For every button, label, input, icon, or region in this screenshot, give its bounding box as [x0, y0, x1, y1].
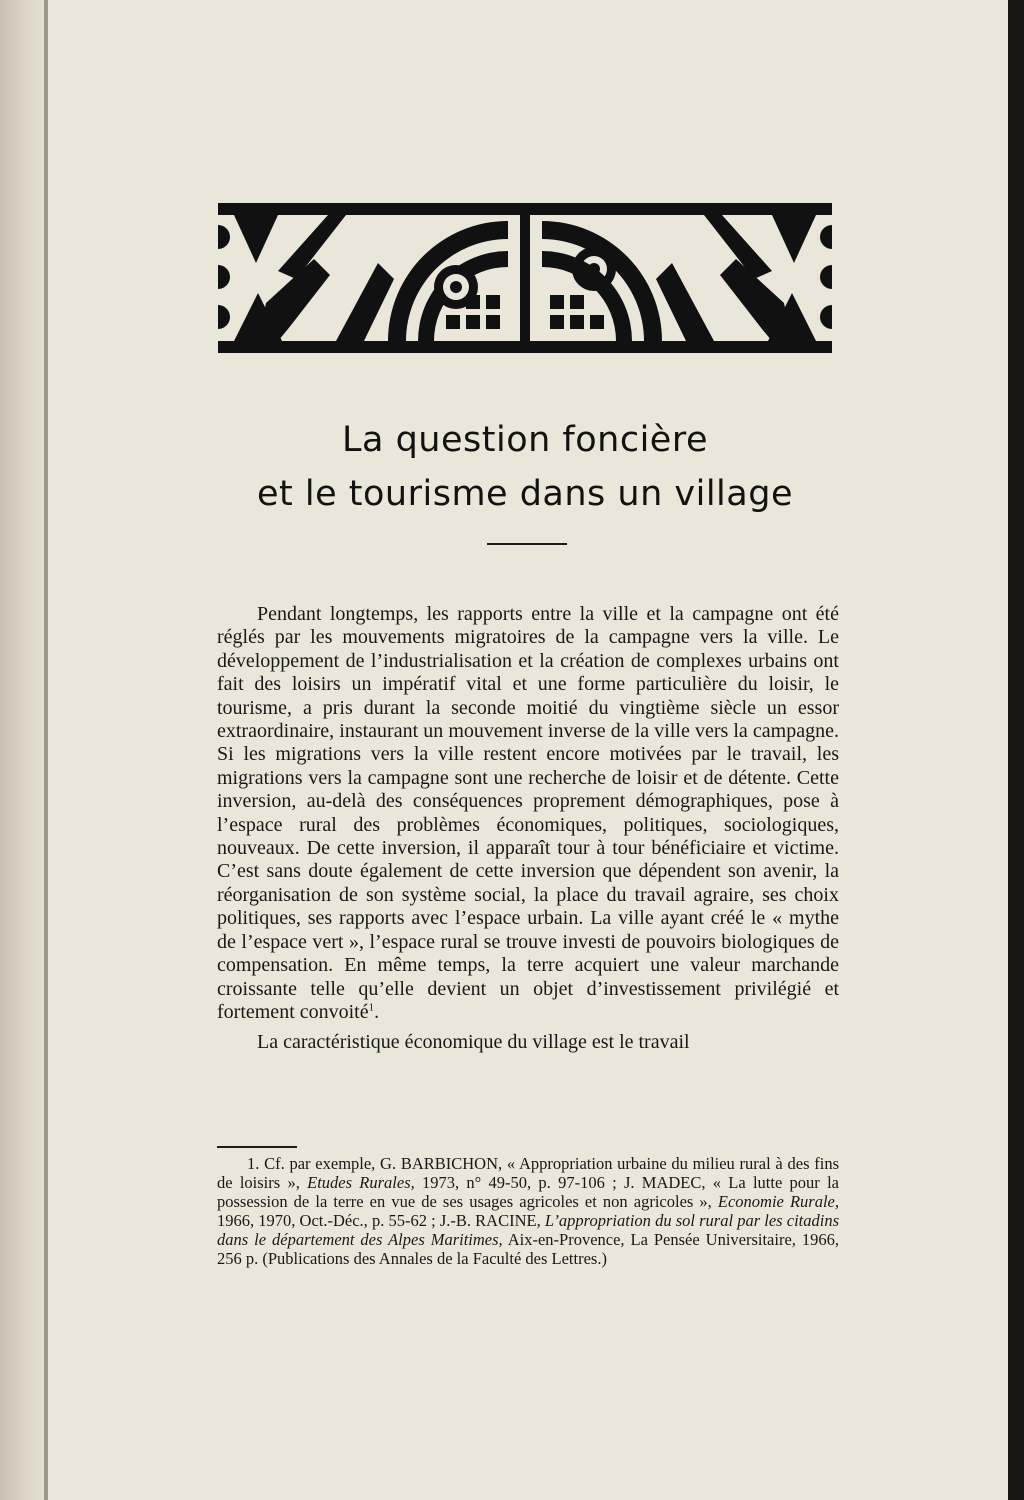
footnote-divider	[217, 1146, 297, 1148]
paragraph-1-text: Pendant longtemps, les rapports entre la ville et la campagne ont été réglés par les mouvements migratoires de la campagne vers la ville. Le développement de l’industrialisation et la création de complexes urbains ont fait des loisirs un impératif vital et une forme particulière du loisir, le tourisme, a pris durant la seconde moitié du vingtième siècle un essor extraordinaire, instaurant un mouvement inverse de la ville vers la campagne. Si les migrations vers la ville restent encore motivées par le travail, les migrations vers la campagne sont une recherche de loisir et de détente. Cette inversion, au-delà des conséquences proprement démographiques, pose à l’espace rural des problèmes économiques, politiques, sociologiques, nouveaux. De cette inversion, il apparaît tour à tour bénéficiaire et victime. C’est sans doute également de cette inversion que dépendent son avenir, la réorganisation de son système social, la place du travail agraire, ses choix politiques, ses rapports avec l’espace urbain. La ville ayant créé le « mythe de l’espace vert », l’espace rural se trouve investi de pouvoirs biologiques de compensation. En même temps, la terre acquiert une valeur marchande croissante telle qu’elle devient un objet d’investissement privilégié et fortement convoité	[217, 603, 839, 1023]
footnote-text-a: 1. Cf. par exemple, G. BARBICHON, « Appropriation urbaine du milieu rural à des fins de loisirs »,	[217, 1154, 839, 1192]
footnote-text-b: 1973, n° 49-50, p. 97-106 ; J. MADEC, « La lutte pour la possession de la terre en vue de ses usages agricoles et non agricoles »,	[217, 1173, 839, 1211]
paragraph-2: La caractéristique économique du village est le travail	[257, 1031, 690, 1054]
footnote-journal-1: Etudes Rurales,	[307, 1173, 415, 1192]
paragraph-1-end: .	[374, 1000, 380, 1023]
footnote-text-c: 1966, 1970, Oct.-Déc., p. 55-62 ; J.-B. RACINE,	[217, 1211, 545, 1230]
article-body	[217, 603, 839, 1055]
footnote-book-title: L’appropriation du sol rural par les citadins dans le département des Alpes Maritimes,	[217, 1211, 839, 1249]
article-title-line-2: et le tourisme dans un village	[257, 474, 793, 514]
title-divider	[487, 543, 567, 545]
footnote-journal-2: Economie Rurale,	[717, 1192, 839, 1211]
page-edge-shadow	[1008, 0, 1024, 1500]
article-title-line-1: La question foncière	[342, 420, 708, 460]
paragraph-1	[217, 603, 839, 1024]
footnote-ref-1: 1	[368, 1001, 375, 1014]
book-gutter	[44, 0, 48, 1500]
facing-page-edge	[0, 0, 46, 1500]
footnote-1	[217, 1154, 839, 1268]
decorative-frieze	[218, 203, 832, 353]
footnote-text-d: Aix-en-Provence, La Pensée Universitaire, 1966, 256 p. (Publications des Annales de la Faculté des Lettres.)	[217, 1230, 839, 1268]
